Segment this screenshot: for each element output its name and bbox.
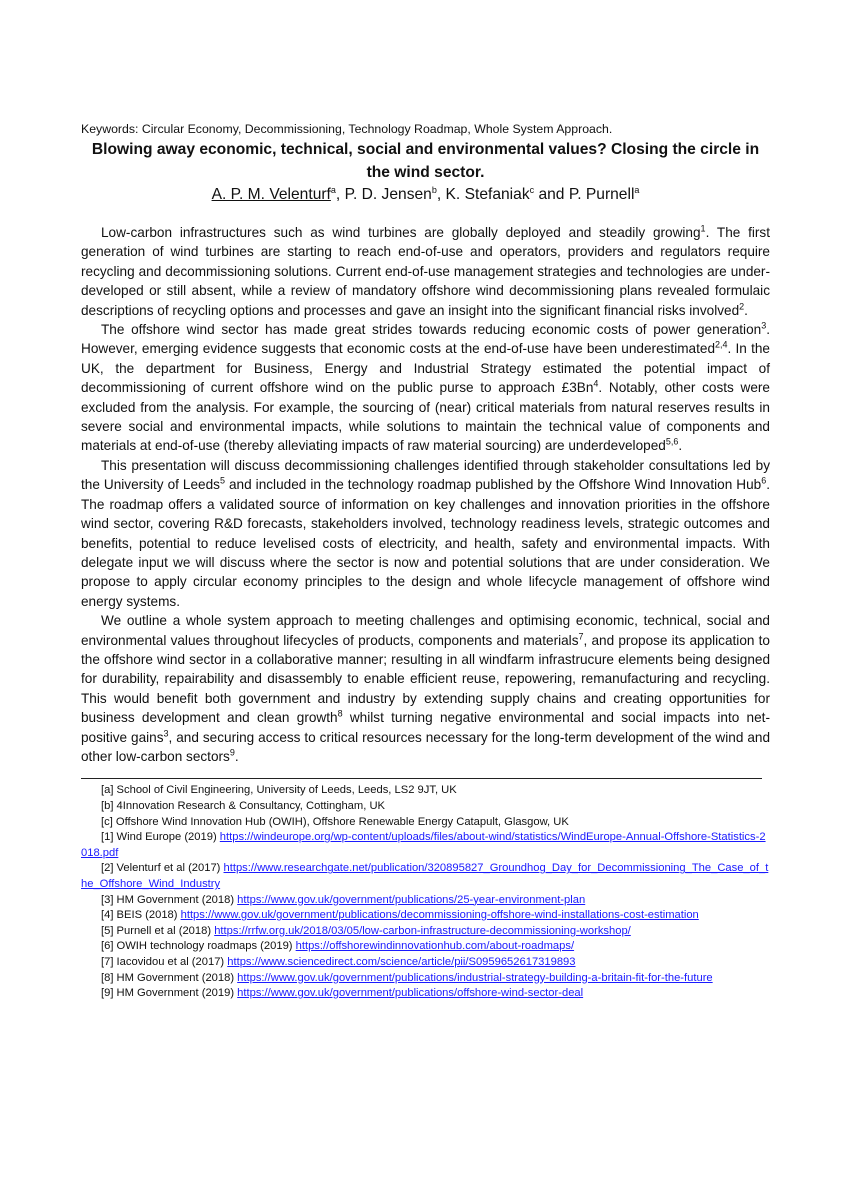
footnote-link[interactable]: https://www.gov.uk/government/publications/industrial-strategy-building-a-britain-fit-for-the-future <box>237 971 713 984</box>
footnote-link[interactable]: https://windeurope.org/wp-content/uploads/files/about-wind/statistics/WindEurope-Annual-Offshore-Statistics-2018.pdf <box>81 831 766 859</box>
footnote-link[interactable]: https://www.gov.uk/government/publications/25-year-environment-plan <box>237 893 586 906</box>
citation-marker: 9 <box>229 747 235 758</box>
footnote-item <box>81 830 770 861</box>
author-affiliation-marker: a <box>634 184 640 195</box>
citation-marker: 5 <box>219 475 225 486</box>
footnote-item <box>81 908 770 924</box>
footnote-item <box>81 924 770 940</box>
footnote-label: [4] BEIS (2018) <box>101 909 181 922</box>
footnote-item <box>81 861 770 892</box>
footnote-item <box>81 815 770 831</box>
footnote-divider <box>81 778 762 779</box>
body-paragraph: Low-carbon infrastructures such as wind turbines are globally deployed and steadily growing$^1$. The first generation of wind turbines are starting to reach end-of-use and operators, providers and regulators require recycling and decommissioning solutions. Current end-of-use management strategies and technologies are under-developed or still absent, while a review of mandatory offshore wind decommissioning plans revealed formulaic descriptions of recycling options and processes and gave an insight into the significant financial risks involved$^2$. <box>81 223 770 318</box>
footnote-label: [c] Offshore Wind Innovation Hub (OWIH), Offshore Renewable Energy Catapult, Glasgow, UK <box>101 815 569 828</box>
footnote-item <box>81 986 770 1002</box>
body-paragraph: This presentation will discuss decommissioning challenges identified through stakeholder consultations led by the University of Leeds$^5$ and included in the technology roadmap published by the Offshore Wind Innovation Hub$^6$. The roadmap offers a validated source of information on key challenges and innovation priorities in the offshore wind sector, covering R&D forecasts, stakeholders involved, technology readiness levels, strategic outcomes and benefits, potential to reduce levelised costs of electricity, and health, safety and environmental impacts. With delegate input we will discuss where the sector is now and potential solutions that are under consideration. We propose to apply circular economy principles to the design and whole lifecycle management of offshore wind energy systems. <box>81 457 771 609</box>
footnote-item <box>81 939 770 955</box>
footnote-link[interactable]: https://www.sciencedirect.com/science/article/pii/S0959652617319893 <box>227 955 576 968</box>
author-name: P. Purnell <box>568 186 635 203</box>
author-name: K. Stefaniak <box>445 186 530 203</box>
author-name: A. P. M. Velenturf <box>211 186 331 203</box>
footnote-link[interactable]: https://www.gov.uk/government/publications/decommissioning-offshore-wind-installations-cost-estimation <box>180 909 699 922</box>
document-page <box>81 120 770 1002</box>
footnote-label: [7] Iacovidou et al (2017) <box>101 955 228 968</box>
author-name: P. D. Jensen <box>344 186 432 203</box>
footnote-label: [9] HM Government (2019) <box>101 987 238 1000</box>
footnote-label: [6] OWIH technology roadmaps (2019) <box>101 940 296 953</box>
paper-title: Blowing away economic, technical, social and environmental values? Closing the circle in the wind sector. <box>91 141 760 181</box>
citation-marker: 4 <box>593 378 599 389</box>
author-affiliation-marker: b <box>431 184 437 195</box>
citation-marker: 8 <box>337 708 343 719</box>
keywords-line: Keywords: Circular Economy, Decommissioning, Technology Roadmap, Whole System Approach. <box>81 122 613 136</box>
citation-marker: 2 <box>739 301 745 312</box>
footnote-label: [b] 4Innovation Research & Consultancy, Cottingham, UK <box>101 799 385 812</box>
citation-marker: 3 <box>163 728 169 739</box>
citation-marker: 2,4 <box>715 339 728 350</box>
footnote-label: [8] HM Government (2018) <box>101 971 238 984</box>
footnote-label: [5] Purnell et al (2018) <box>101 924 215 937</box>
citation-marker: 5,6 <box>665 436 679 447</box>
footnote-link[interactable]: https://offshorewindinnovationhub.com/about-roadmaps/ <box>295 940 575 953</box>
author-affiliation-marker: a <box>330 184 336 195</box>
footnote-item <box>81 799 770 815</box>
footnote-link[interactable]: https://www.gov.uk/government/publications/offshore-wind-sector-deal <box>237 987 584 1000</box>
citation-marker: 3 <box>761 320 767 331</box>
footnote-link[interactable]: https://www.researchgate.net/publication/320895827_Groundhog_Day_for_Decommissioning_The_Case_of_the_Offshore_Wind_Industry <box>81 862 769 890</box>
citation-marker: 7 <box>578 631 584 641</box>
citation-marker: 6 <box>761 475 767 486</box>
citation-marker: 1 <box>700 223 706 234</box>
footnote-item <box>81 971 770 987</box>
abstract-body <box>81 223 770 766</box>
footnote-link[interactable]: https://rrfw.org.uk/2018/03/05/low-carbon-infrastructure-decommissioning-workshop/ <box>214 924 631 937</box>
author-affiliation-marker: c <box>529 184 535 195</box>
author-list: A. P. M. Velenturf$^a$, P. D. Jensen$^b$, K. Stefaniak$^c$ and P. Purnell$^a$ <box>211 184 640 203</box>
body-paragraph: The offshore wind sector has made great strides towards reducing economic costs of power generation$^3$. However, emerging evidence suggests that economic costs at the end-of-use have been underestimated$^{2,4}$. In the UK, the department for Business, Energy and Industrial Strategy estimated the potential impact of decommissioning of current offshore wind on the public purse to approach £3Bn$^4$. Notably, other costs were excluded from the analysis. For example, the sourcing of (near) critical materials from natural reserves results in severe social and environmental impacts, while solutions to maintain the technical value of components and materials at end-of-use (thereby alleviating impacts of raw material sourcing) are underdeveloped$^{5,6}$. <box>81 320 770 454</box>
footnote-label: [1] Wind Europe (2019) <box>101 831 220 844</box>
footnote-label: [3] HM Government (2018) <box>101 893 238 906</box>
footnote-label: [a] School of Civil Engineering, University of Leeds, Leeds, LS2 9JT, UK <box>101 784 457 797</box>
footnote-item <box>81 783 770 799</box>
footnote-item <box>81 893 770 909</box>
footnotes <box>81 783 770 1001</box>
footnote-item <box>81 955 770 971</box>
footnote-label: [2] Velenturf et al (2017) <box>101 862 224 875</box>
body-paragraph: We outline a whole system approach to meeting challenges and optimising economic, technical, social and environmental values throughout lifecycles of products, components and materials$^7$, and propose its application to the offshore wind sector in a collaborative manner; resulting in all windfarm infrastrucure elements being designed for durability, repairability and disassembly to enable efficient reuse, repowering, remanufacturing and recycling. This would benefit both government and industry by extending supply chains and creating opportunities for business development and clean growth$^8$ whilst turning negative environmental and social impacts into net-positive gains$^3$, and securing access to critical resources necessary for the long-term development of the wind and other low-carbon sectors$^9$. <box>81 613 770 764</box>
